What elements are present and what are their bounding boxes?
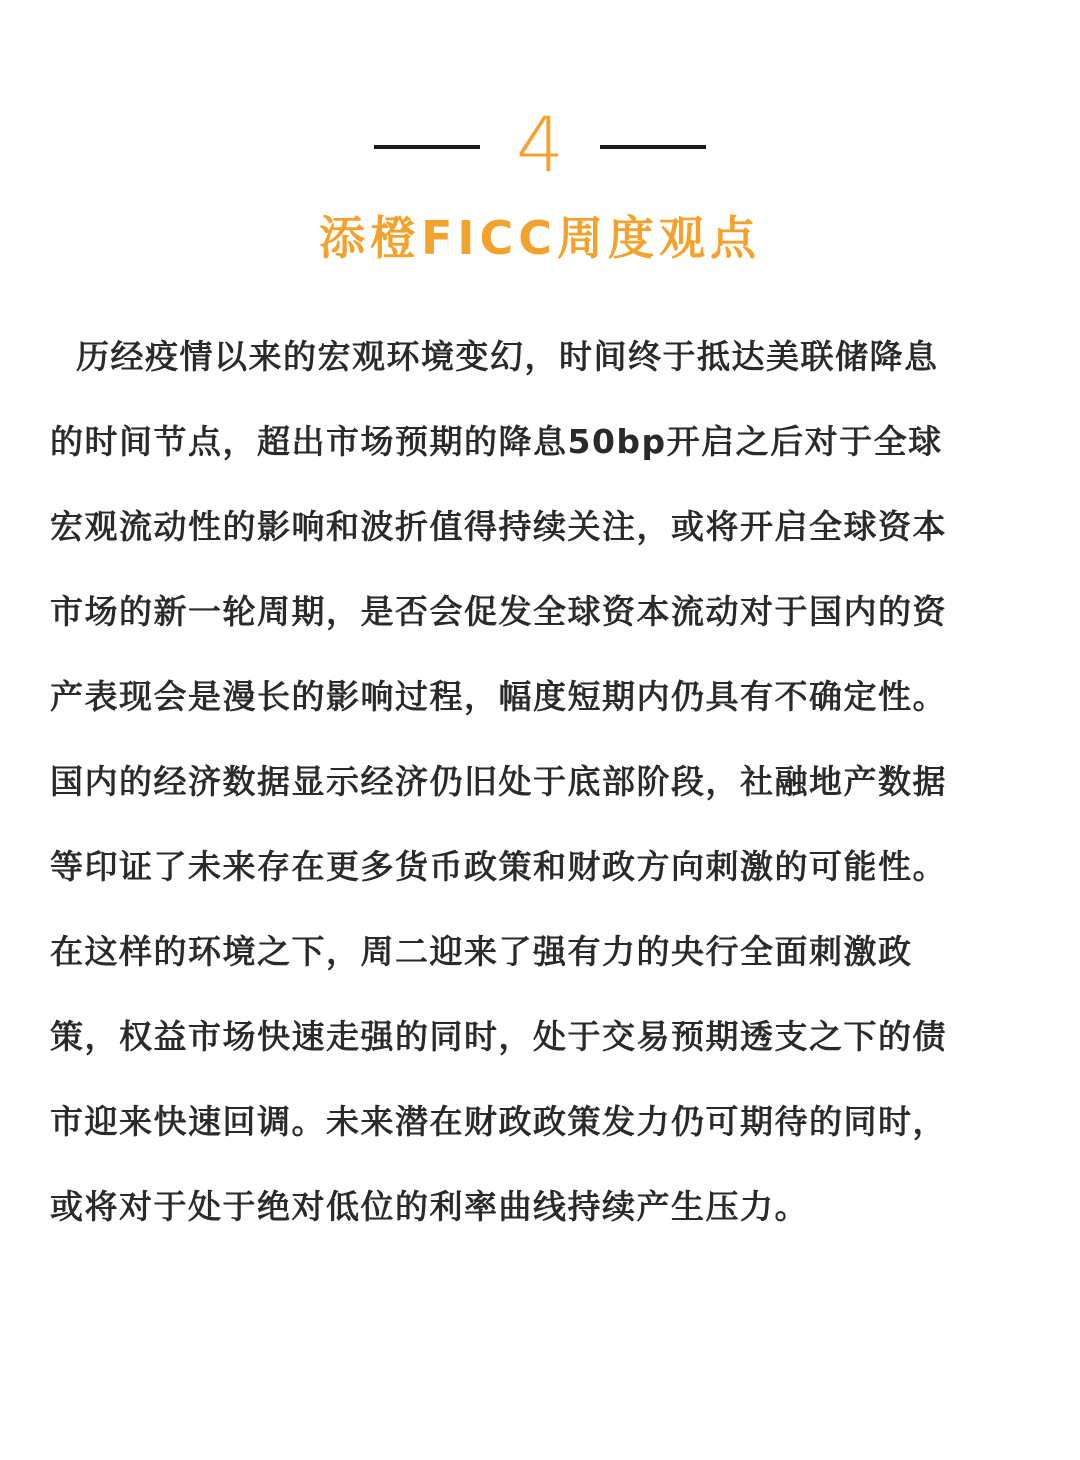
left-divider [374,145,480,149]
body-line: 的时间节点，超出市场预期的降息50bp开启之后对于全球 [50,422,943,461]
body-line: 策，权益市场快速走强的同时，处于交易预期透支之下的债 [50,1017,947,1056]
section-header [0,100,1080,190]
right-divider [600,145,706,149]
section-title: 添橙FICC周度观点 [318,211,762,265]
body-line: 国内的经济数据显示经济仍旧处于底部阶段，社融地产数据 [50,762,947,801]
body-line: 历经疫情以来的宏观环境变幻，时间终于抵达美联储降息 [50,337,939,376]
body-line: 或将对于处于绝对低位的利率曲线持续产生压力。 [50,1187,809,1226]
body-line: 产表现会是漫长的影响过程，幅度短期内仍具有不确定性。 [50,677,947,716]
body-line: 市场的新一轮周期，是否会促发全球资本流动对于国内的资 [50,592,947,631]
body-line: 市迎来快速回调。未来潜在财政政策发力仍可期待的同时， [50,1102,947,1141]
body-paragraph [50,314,1030,1249]
body-line: 等印证了未来存在更多货币政策和财政方向刺激的可能性。 [50,847,947,886]
section-number: 4 [515,100,565,189]
body-line: 在这样的环境之下，周二迎来了强有力的央行全面刺激政 [50,932,913,971]
body-line: 宏观流动性的影响和波折值得持续关注，或将开启全球资本 [50,507,947,546]
